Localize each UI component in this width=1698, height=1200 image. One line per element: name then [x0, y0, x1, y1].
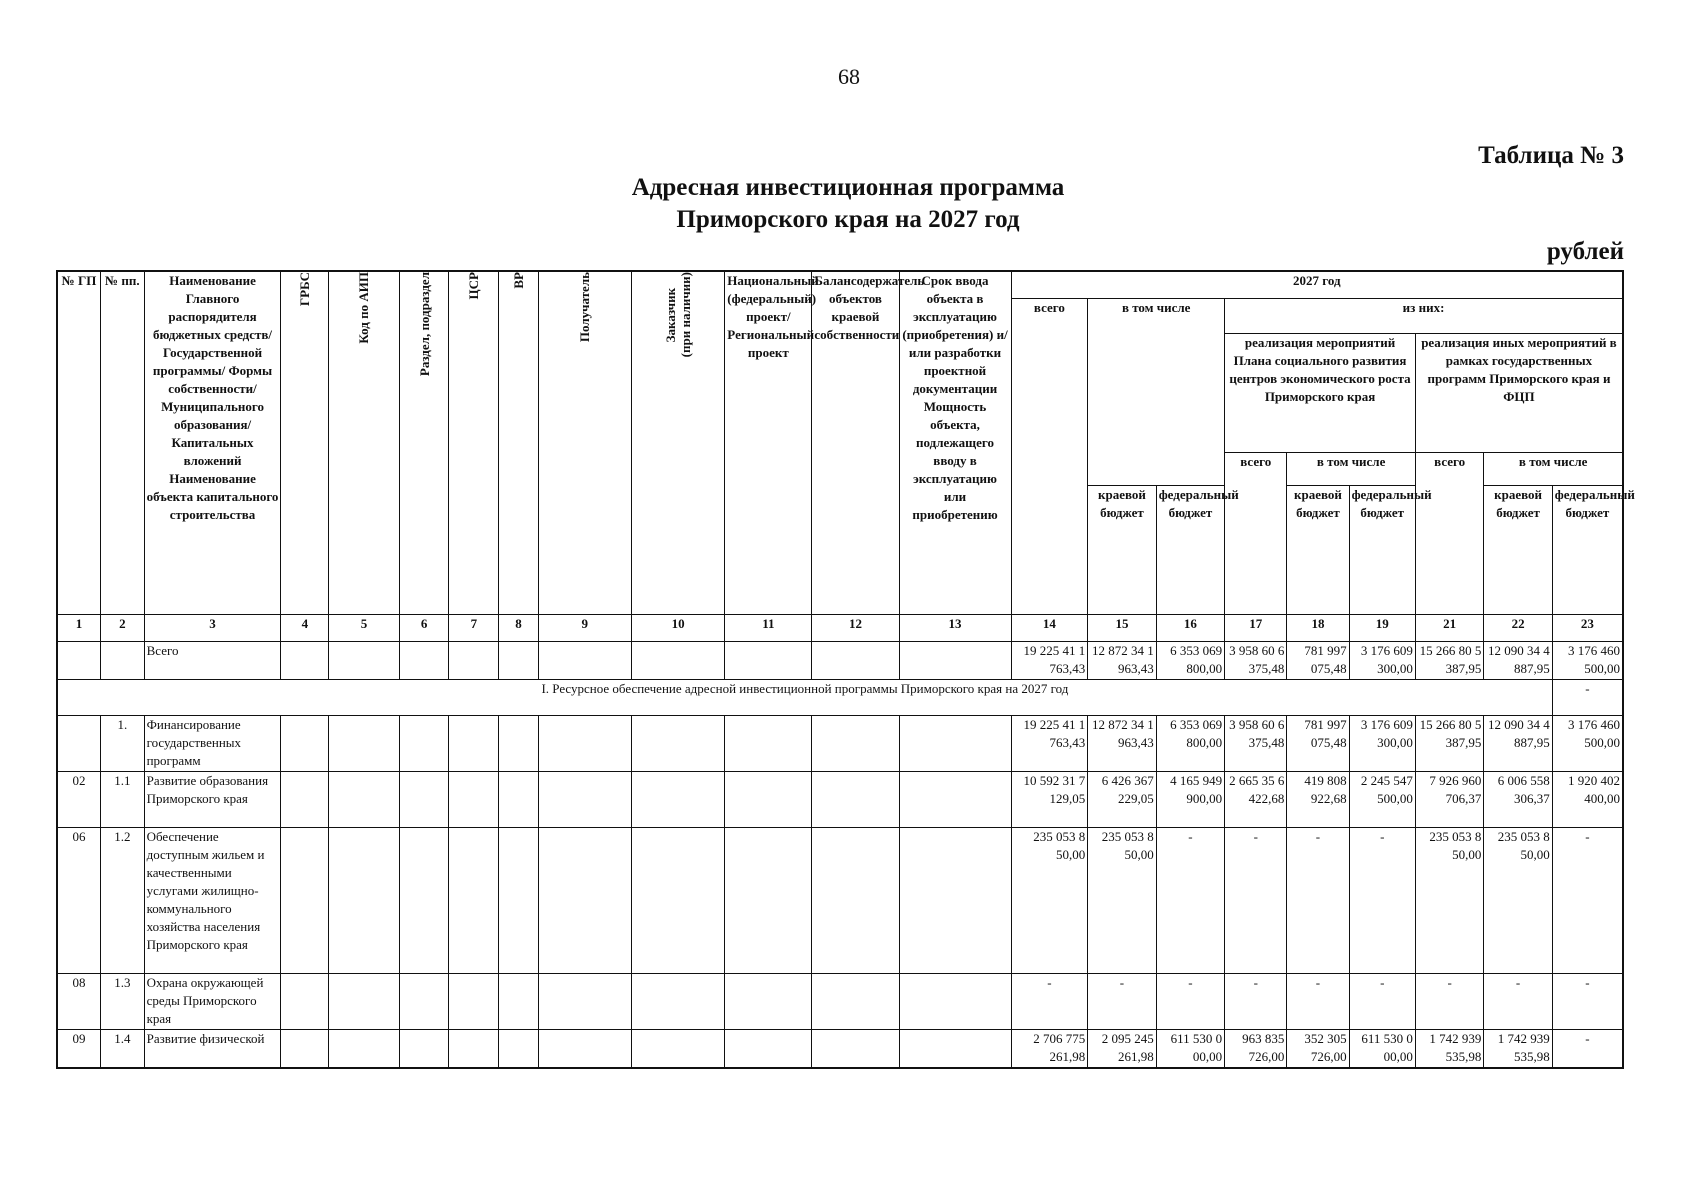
empty-cell [499, 828, 538, 974]
value-cell: 963 835 726,00 [1225, 1030, 1287, 1068]
value-cell: 2 665 35 6 422,68 [1225, 772, 1287, 828]
empty-cell [899, 716, 1011, 772]
empty-cell [281, 974, 329, 1030]
row-name: Охрана окружающей среды Приморского края [144, 974, 281, 1030]
gp-cell: 08 [57, 974, 101, 1030]
row-name: Развитие образования Приморского края [144, 772, 281, 828]
empty-cell [538, 716, 631, 772]
total-label: Всего [144, 642, 281, 680]
header-csr: ЦСР [449, 271, 499, 615]
value-cell: 235 053 8 50,00 [1088, 828, 1156, 974]
empty-cell [329, 974, 400, 1030]
empty-cell [538, 1030, 631, 1068]
empty-cell [631, 828, 724, 974]
value-cell: 1 742 939 535,98 [1415, 1030, 1483, 1068]
value-cell: - [1156, 974, 1224, 1030]
empty-cell [631, 974, 724, 1030]
header-other-total: всего [1415, 453, 1483, 615]
empty-cell [281, 828, 329, 974]
value-cell: 6 353 069 800,00 [1156, 642, 1224, 680]
empty-cell [449, 1030, 499, 1068]
value-cell: 2 706 775 261,98 [1011, 1030, 1088, 1068]
empty-cell [899, 974, 1011, 1030]
value-cell: 3 176 609 300,00 [1349, 716, 1415, 772]
value-cell: 352 305 726,00 [1287, 1030, 1349, 1068]
table-row [57, 974, 1623, 1030]
title-line-1: Адресная инвестиционная программа [631, 174, 1065, 201]
empty-cell [899, 772, 1011, 828]
header-total: всего [1011, 299, 1088, 615]
value-cell: 611 530 0 00,00 [1156, 1030, 1224, 1068]
pp-cell: 1.1 [101, 772, 145, 828]
gp-cell: 09 [57, 1030, 101, 1068]
units-label: рублей [1546, 238, 1624, 265]
header-plan-kraevoy: краевой бюджет [1287, 486, 1349, 615]
column-number: 14 [1011, 615, 1088, 642]
empty-cell [538, 642, 631, 680]
header-other-including: в том числе [1484, 453, 1623, 486]
column-number: 12 [812, 615, 899, 642]
table-row [57, 1030, 1623, 1068]
value-cell: 235 053 8 50,00 [1011, 828, 1088, 974]
gp-cell: 06 [57, 828, 101, 974]
value-cell: 611 530 0 00,00 [1349, 1030, 1415, 1068]
empty-cell [329, 716, 400, 772]
header-other-group: реализация иных мероприятий в рамках государственных программ Приморского края и ФЦП [1415, 334, 1623, 453]
value-cell: 2 095 245 261,98 [1088, 1030, 1156, 1068]
header-including: в том числе [1088, 299, 1225, 486]
value-cell: 3 958 60 6 375,48 [1225, 642, 1287, 680]
value-cell: - [1349, 828, 1415, 974]
empty-cell [631, 716, 724, 772]
column-number: 23 [1552, 615, 1623, 642]
empty-cell [499, 1030, 538, 1068]
row-name: Обеспечение доступным жильем и качественными услугами жилищно-коммунального хозяйства населения Приморского края [144, 828, 281, 974]
gp-cell [57, 716, 101, 772]
value-cell: - [1011, 974, 1088, 1030]
header-term: Срок ввода объекта в эксплуатацию (приобретения) и/или разработки проектной документации Мощность объекта, подлежащего вводу в эксплуатацию или приобретению [899, 271, 1011, 615]
empty-cell [449, 974, 499, 1030]
empty-cell [631, 642, 724, 680]
value-cell: - [1552, 974, 1623, 1030]
header-recipient: Получатель [538, 271, 631, 615]
empty-cell [631, 772, 724, 828]
column-number: 9 [538, 615, 631, 642]
empty-cell [538, 974, 631, 1030]
empty-cell [499, 642, 538, 680]
empty-cell [399, 1030, 449, 1068]
empty-cell [499, 772, 538, 828]
header-balance-holder: Балансодержатель объектов краевой собственности [812, 271, 899, 615]
empty-cell [725, 642, 812, 680]
value-cell: 419 808 922,68 [1287, 772, 1349, 828]
header-grbs: ГРБС [281, 271, 329, 615]
table-row [57, 772, 1623, 828]
empty-cell [499, 974, 538, 1030]
column-number: 1 [57, 615, 101, 642]
total-row [57, 642, 1623, 680]
value-cell: 12 872 34 1 963,43 [1088, 642, 1156, 680]
value-cell: 6 006 558 306,37 [1484, 772, 1552, 828]
header-federal: федеральный бюджет [1156, 486, 1224, 615]
empty-cell [499, 716, 538, 772]
header-of-them: из них: [1225, 299, 1623, 334]
value-cell: 12 090 34 4 887,95 [1484, 642, 1552, 680]
header-name: Наименование Главного распорядителя бюджетных средств/Государственной программы/ Формы собственности/Муниципального образования/Капитальных вложений Наименование объекта капитального строительства [144, 271, 281, 615]
value-cell: 19 225 41 1 763,43 [1011, 642, 1088, 680]
empty-cell [812, 828, 899, 974]
header-gp: № ГП [57, 271, 101, 615]
value-cell: - [1349, 974, 1415, 1030]
empty-cell [399, 772, 449, 828]
column-number: 13 [899, 615, 1011, 642]
value-cell: - [1287, 828, 1349, 974]
value-cell: 235 053 8 50,00 [1415, 828, 1483, 974]
value-cell: - [1415, 974, 1483, 1030]
column-numbers-row [57, 615, 1623, 642]
table-label: Таблица № 3 [1478, 142, 1624, 169]
value-cell: - [1225, 828, 1287, 974]
column-number: 21 [1415, 615, 1483, 642]
value-cell: 12 872 34 1 963,43 [1088, 716, 1156, 772]
empty-cell [329, 642, 400, 680]
value-cell: 12 090 34 4 887,95 [1484, 716, 1552, 772]
header-aip: Код по АИП [329, 271, 400, 615]
value-cell: 15 266 80 5 387,95 [1415, 716, 1483, 772]
column-number: 22 [1484, 615, 1552, 642]
value-cell: 3 176 460 500,00 [1552, 642, 1623, 680]
column-number: 18 [1287, 615, 1349, 642]
row-name: Развитие физической [144, 1030, 281, 1068]
pp-cell: 1.3 [101, 974, 145, 1030]
value-cell: - [1225, 974, 1287, 1030]
value-cell: - [1088, 974, 1156, 1030]
empty-cell [57, 642, 101, 680]
value-cell: 15 266 80 5 387,95 [1415, 642, 1483, 680]
empty-cell [725, 1030, 812, 1068]
table-row [57, 828, 1623, 974]
column-number: 4 [281, 615, 329, 642]
empty-cell [281, 1030, 329, 1068]
value-cell: 6 353 069 800,00 [1156, 716, 1224, 772]
value-cell: 4 165 949 900,00 [1156, 772, 1224, 828]
empty-cell [399, 828, 449, 974]
empty-cell [725, 974, 812, 1030]
value-cell: 3 176 609 300,00 [1349, 642, 1415, 680]
column-number: 2 [101, 615, 145, 642]
empty-cell [899, 1030, 1011, 1068]
value-cell: - [1484, 974, 1552, 1030]
header-customer: Заказчик (при наличии) [631, 271, 724, 615]
column-number: 17 [1225, 615, 1287, 642]
header-kraevoy: краевой бюджет [1088, 486, 1156, 615]
column-number: 15 [1088, 615, 1156, 642]
empty-cell [329, 828, 400, 974]
empty-cell [812, 974, 899, 1030]
column-number: 7 [449, 615, 499, 642]
column-number: 5 [329, 615, 400, 642]
value-cell: - [1287, 974, 1349, 1030]
empty-cell [399, 642, 449, 680]
value-cell: - [1552, 828, 1623, 974]
header-national-project: Национальный (федеральный) проект/ Региональный проект [725, 271, 812, 615]
header-year: 2027 год [1011, 271, 1623, 299]
value-cell: 781 997 075,48 [1287, 642, 1349, 680]
value-cell: 781 997 075,48 [1287, 716, 1349, 772]
header-plan-group: реализация мероприятий Плана социального развития центров экономического роста Приморского края [1225, 334, 1416, 453]
empty-cell [538, 828, 631, 974]
document-title [0, 172, 1696, 236]
value-cell: 2 245 547 500,00 [1349, 772, 1415, 828]
value-cell: - [1552, 1030, 1623, 1068]
pp-cell: 1.4 [101, 1030, 145, 1068]
empty-cell [329, 772, 400, 828]
value-cell: - [1156, 828, 1224, 974]
value-cell: 235 053 8 50,00 [1484, 828, 1552, 974]
empty-cell [281, 642, 329, 680]
value-cell: 7 926 960 706,37 [1415, 772, 1483, 828]
pp-cell: 1.2 [101, 828, 145, 974]
value-cell: 6 426 367 229,05 [1088, 772, 1156, 828]
empty-cell [399, 716, 449, 772]
empty-cell [899, 828, 1011, 974]
column-number: 10 [631, 615, 724, 642]
header-pp: № пп. [101, 271, 145, 615]
header-razdel: Раздел, подраздел [399, 271, 449, 615]
header-other-federal: федеральный бюджет [1552, 486, 1623, 615]
value-cell: 3 958 60 6 375,48 [1225, 716, 1287, 772]
section-title: I. Ресурсное обеспечение адресной инвестиционной программы Приморского края на 2027 год [57, 680, 1552, 716]
value-cell: 1 742 939 535,98 [1484, 1030, 1552, 1068]
column-number: 6 [399, 615, 449, 642]
empty-cell [329, 1030, 400, 1068]
gp-cell: 02 [57, 772, 101, 828]
header-plan-federal: федеральный бюджет [1349, 486, 1415, 615]
header-other-kraevoy: краевой бюджет [1484, 486, 1552, 615]
title-line-2: Приморского края на 2027 год [676, 206, 1020, 233]
empty-cell [101, 642, 145, 680]
empty-cell [449, 716, 499, 772]
empty-cell [449, 828, 499, 974]
value-cell: 3 176 460 500,00 [1552, 716, 1623, 772]
empty-cell [399, 974, 449, 1030]
empty-cell [281, 716, 329, 772]
empty-cell [725, 716, 812, 772]
column-number: 8 [499, 615, 538, 642]
header-plan-including: в том числе [1287, 453, 1416, 486]
empty-cell [812, 772, 899, 828]
column-number: 11 [725, 615, 812, 642]
page-number: 68 [838, 64, 860, 89]
header-plan-total: всего [1225, 453, 1287, 615]
empty-cell [812, 642, 899, 680]
empty-cell [281, 772, 329, 828]
column-number: 16 [1156, 615, 1224, 642]
empty-cell [899, 642, 1011, 680]
empty-cell [538, 772, 631, 828]
value-cell: 1 920 402 400,00 [1552, 772, 1623, 828]
column-number: 19 [1349, 615, 1415, 642]
column-number: 3 [144, 615, 281, 642]
investment-table [56, 270, 1635, 1069]
section-dash: - [1552, 680, 1623, 716]
value-cell: 10 592 31 7 129,05 [1011, 772, 1088, 828]
pp-cell: 1. [101, 716, 145, 772]
empty-cell [449, 642, 499, 680]
section-row [57, 680, 1623, 716]
header-vr: ВР [499, 271, 538, 615]
row-name: Финансирование государственных программ [144, 716, 281, 772]
table-row [57, 716, 1623, 772]
empty-cell [631, 1030, 724, 1068]
empty-cell [725, 828, 812, 974]
empty-cell [812, 1030, 899, 1068]
empty-cell [812, 716, 899, 772]
value-cell: 19 225 41 1 763,43 [1011, 716, 1088, 772]
empty-cell [449, 772, 499, 828]
empty-cell [725, 772, 812, 828]
